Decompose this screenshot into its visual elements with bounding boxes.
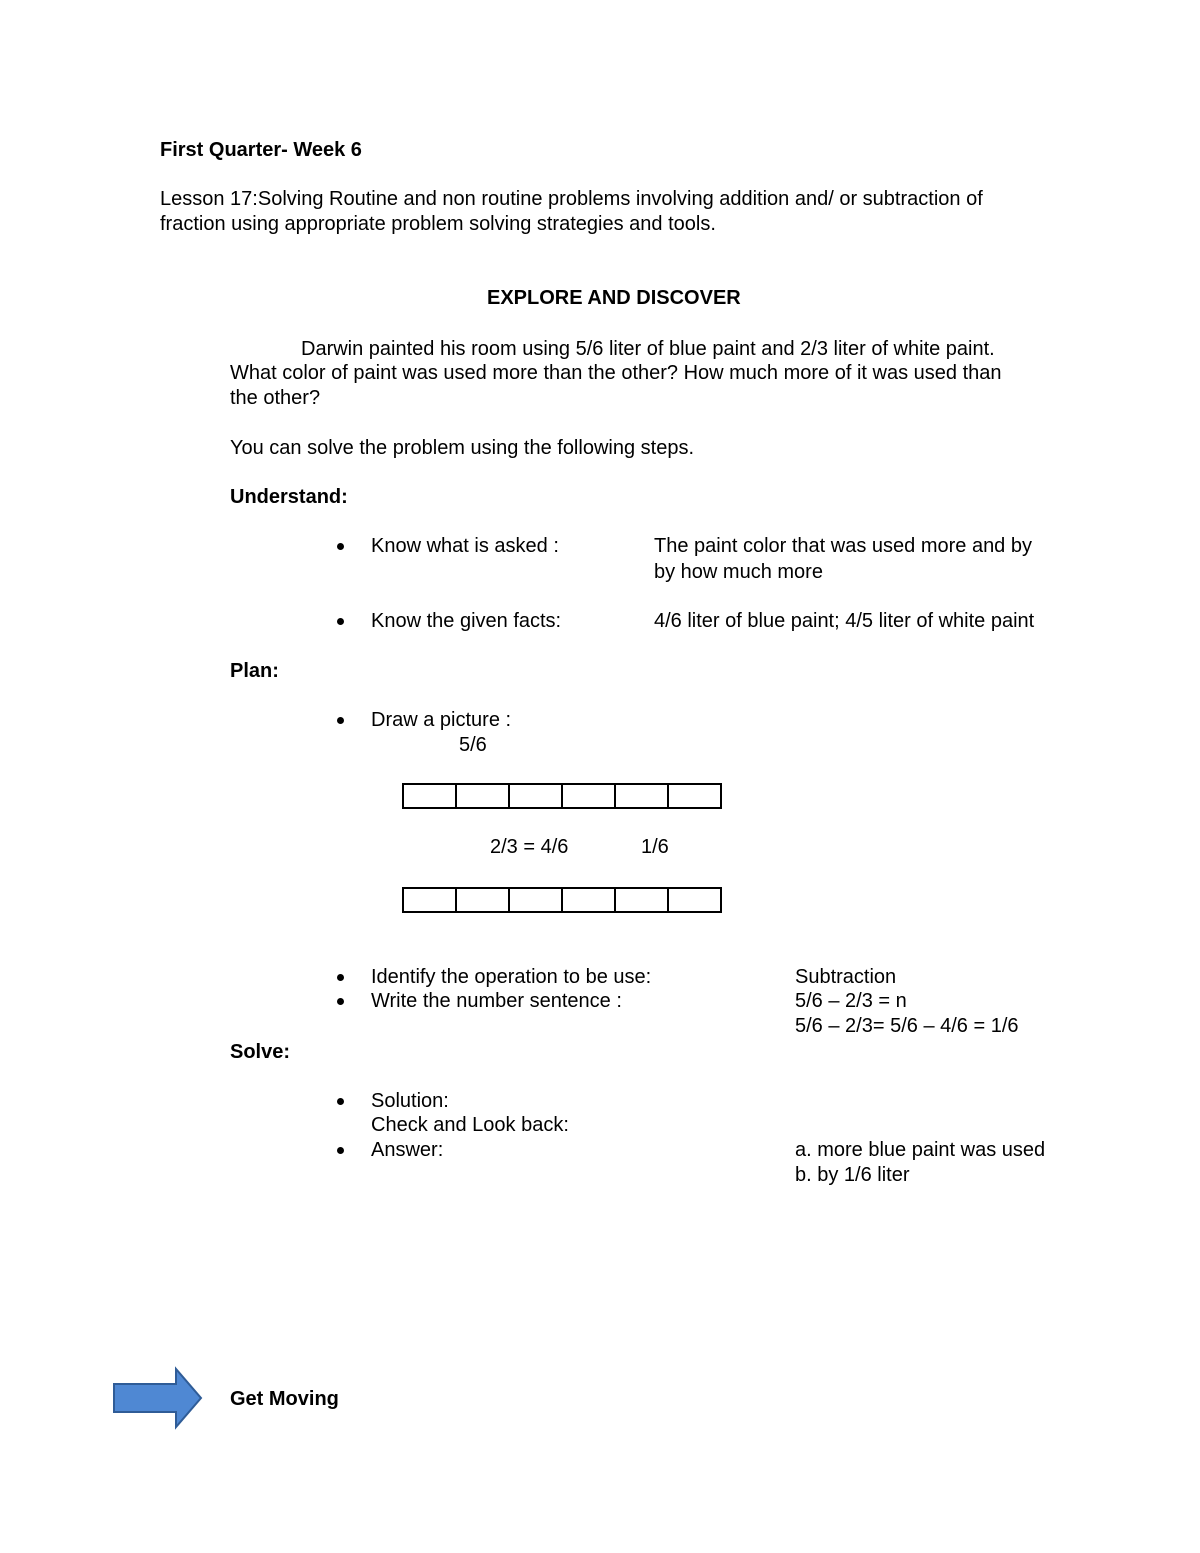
fraction-cell <box>404 785 457 807</box>
lesson-title-line-2: fraction using appropriate problem solving strategies and tools. <box>160 213 716 235</box>
fraction-bar-sixths <box>402 783 722 809</box>
problem-line-2: What color of paint was used more than the other? How much more of it was used than <box>230 362 1002 384</box>
fraction-cell <box>563 889 616 911</box>
bullet-icon <box>337 1147 344 1154</box>
operation-value: Subtraction <box>795 966 897 988</box>
facts-label: Know the given facts: <box>371 610 562 632</box>
asked-value-line-1: The paint color that was used more and by <box>654 535 1032 557</box>
fraction-cell <box>404 889 457 911</box>
facts-value: 4/6 liter of blue paint; 4/5 liter of white paint <box>654 610 1035 632</box>
plan-heading: Plan: <box>230 660 279 682</box>
sentence-label: Write the number sentence : <box>371 990 622 1012</box>
draw-label: Draw a picture : <box>371 709 512 731</box>
bullet-icon <box>337 717 344 724</box>
fraction-cell <box>510 785 563 807</box>
fraction-cell <box>457 785 510 807</box>
fraction-cell <box>669 889 720 911</box>
asked-label: Know what is asked : <box>371 535 559 557</box>
solve-heading: Solve: <box>230 1041 291 1063</box>
check-label: Check and Look back: <box>371 1114 569 1136</box>
intro-text: You can solve the problem using the following steps. <box>230 437 694 459</box>
understand-heading: Understand: <box>230 486 348 508</box>
get-moving-heading: Get Moving <box>230 1388 339 1410</box>
asked-value-line-2: by how much more <box>654 561 823 583</box>
answer-a: a. more blue paint was used <box>795 1139 1046 1161</box>
fraction-cell <box>616 889 669 911</box>
bullet-icon <box>337 618 344 625</box>
fraction-cell <box>563 785 616 807</box>
fraction-cell <box>669 785 720 807</box>
bullet-icon <box>337 998 344 1005</box>
quarter-heading: First Quarter- Week 6 <box>160 139 362 161</box>
lesson-title-line-1: Lesson 17:Solving Routine and non routine problems involving addition and/ or subtraction of <box>160 188 983 210</box>
fraction-bar-thirds-as-sixths <box>402 887 722 913</box>
bullet-icon <box>337 974 344 981</box>
right-arrow-icon <box>110 1366 206 1430</box>
bullet-icon <box>337 543 344 550</box>
answer-label: Answer: <box>371 1139 444 1161</box>
operation-label: Identify the operation to be use: <box>371 966 652 988</box>
bar-2-label-right: 1/6 <box>641 836 669 858</box>
bullet-icon <box>337 1098 344 1105</box>
answer-b: b. by 1/6 liter <box>795 1164 910 1186</box>
problem-line-3: the other? <box>230 387 321 409</box>
bar-2-label-left: 2/3 = 4/6 <box>490 836 569 858</box>
problem-line-1: Darwin painted his room using 5/6 liter of blue paint and 2/3 liter of white paint. <box>301 338 995 360</box>
fraction-cell <box>457 889 510 911</box>
fraction-cell <box>616 785 669 807</box>
bar-1-label: 5/6 <box>459 734 487 756</box>
sentence-value-line-2: 5/6 – 2/3= 5/6 – 4/6 = 1/6 <box>795 1015 1019 1037</box>
sentence-value-line-1: 5/6 – 2/3 = n <box>795 990 907 1012</box>
fraction-cell <box>510 889 563 911</box>
solution-label: Solution: <box>371 1090 449 1112</box>
section-title: EXPLORE AND DISCOVER <box>487 287 741 309</box>
